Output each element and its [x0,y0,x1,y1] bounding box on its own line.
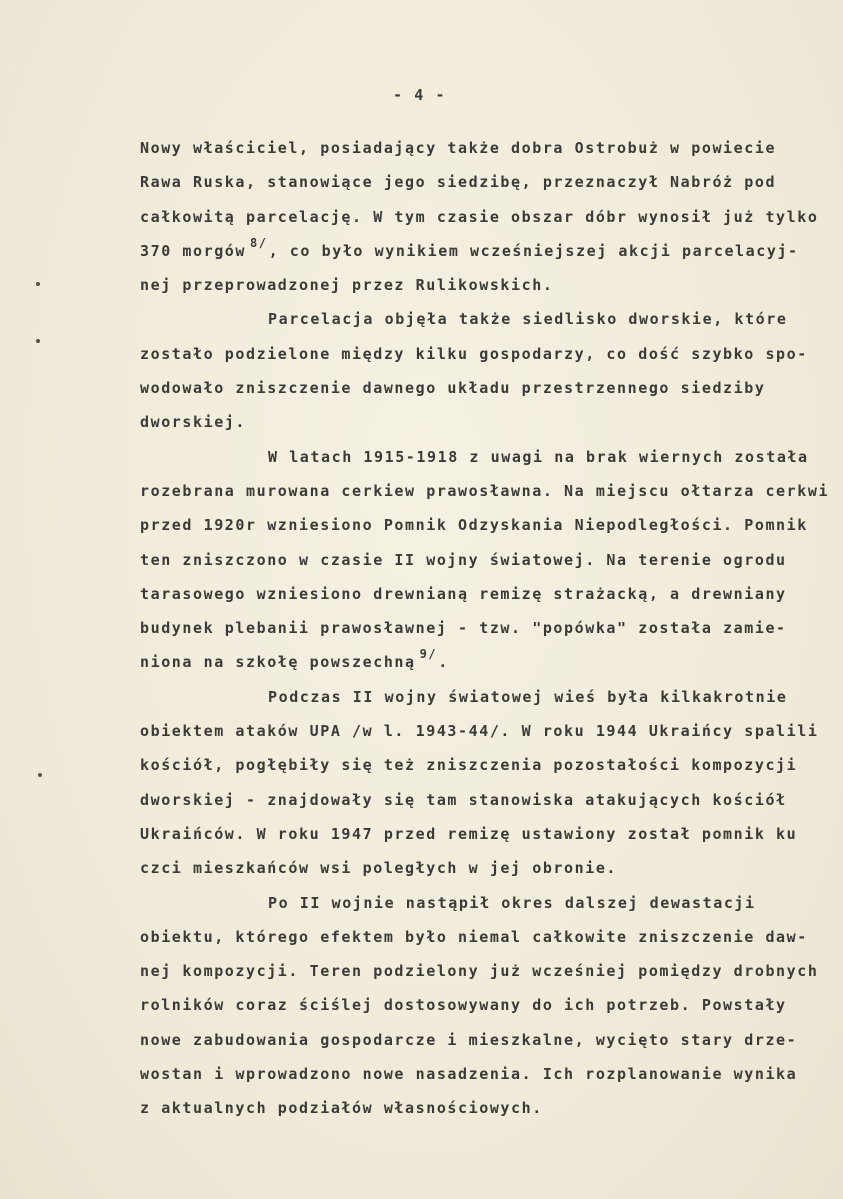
text-line [140,954,830,988]
text-line [140,405,830,439]
text-line [140,1057,830,1091]
text-line [140,508,830,542]
line-text: tarasowego wzniesiono drewnianą remizę strażacką, a drewniany [140,584,787,603]
text-line [140,817,830,851]
text-line [140,783,830,817]
line-text: W latach 1915-1918 z uwagi na brak wiernych została [268,447,809,466]
text-line [140,886,830,920]
text-line [140,302,830,336]
text-line [140,234,830,268]
line-text: Nowy właściciel, posiadający także dobra Ostrobuż w powiecie [140,139,777,157]
text-line [140,165,830,199]
line-text: Parcelacja objęła także siedlisko dworskie, które [268,310,788,329]
line-text: całkowitą parcelację. W tym czasie obszar dóbr wynosił już tylko [140,207,819,226]
line-text: budynek plebanii prawosławnej - tzw. "popówka" została zamie- [140,619,787,638]
line-text: Ukraińców. W roku 1947 przed remizę ustawiony został pomnik ku [140,824,798,843]
line-text: Rawa Ruska, stanowiące jego siedzibę, przeznaczył Nabróż pod [140,173,777,192]
footnote-reference: 9/ [419,647,438,662]
text-line [140,268,830,302]
line-text: przed 1920r wzniesiono Pomnik Odzyskania Niepodległości. Pomnik [140,516,808,535]
line-text: nej przeprowadzonej przez Rulikowskich. [140,276,554,295]
text-line [140,543,830,577]
line-text: dworskiej. [140,413,247,432]
line-text-continued: , co było wynikiem wcześniejszej akcji parcelacyj- [268,241,799,260]
line-text: dworskiej - znajdowały się tam stanowiska atakujących kościół [140,790,787,809]
line-text: z aktualnych podziałów własnościowych. [140,1099,543,1118]
text-line [140,748,830,782]
text-line [140,474,830,508]
text-line [140,645,830,679]
text-line [140,371,830,405]
line-text: obiektem ataków UPA /w l. 1943-44/. W roku 1944 Ukraińcy spalili [140,722,819,741]
text-line [140,577,830,611]
margin-speck [36,282,40,286]
text-line [140,851,830,885]
text-line [140,1023,830,1057]
line-text: niona na szkołę powszechną [140,653,416,672]
text-line [140,680,830,714]
line-text: nej kompozycji. Teren podzielony już wcześniej pomiędzy drobnych [140,962,819,981]
line-text: ten zniszczono w czasie II wojny światowej. Na terenie ogrodu [140,550,787,569]
text-line [140,200,830,234]
margin-speck [36,339,40,343]
text-line [140,1091,830,1125]
text-line [140,714,830,748]
line-text: rozebrana murowana cerkiew prawosławna. Na miejscu ołtarza cerkwi [140,481,830,500]
line-text: wodowało zniszczenie dawnego układu przestrzennego siedziby [140,379,766,398]
text-line [140,440,830,474]
line-text: obiektu, którego efektem było niemal całkowite zniszczenie daw- [140,927,808,946]
line-text: 370 morgów [140,241,247,260]
line-text: Podczas II wojny światowej wieś była kilkakrotnie [268,687,788,706]
footnote-reference: 8/ [250,235,268,250]
text-line [140,337,830,371]
line-text: zostało podzielone między kilku gospodarzy, co dość szybko spo- [140,344,808,363]
line-text: kościół, pogłębiły się też zniszczenia pozostałości kompozycji [140,756,798,775]
document-body [140,131,830,1126]
text-line [140,988,830,1022]
line-text: rolników coraz ściślej dostosowywany do ich potrzeb. Powstały [140,996,787,1015]
line-text-continued: . [438,653,449,672]
page-number: - 4 - [393,86,447,104]
text-line [140,131,830,165]
line-text: czci mieszkańców wsi poległych w jej obronie. [140,859,618,878]
text-line [140,611,830,645]
text-line [140,920,830,954]
margin-speck [38,773,42,777]
line-text: nowe zabudowania gospodarcze i mieszkalne, wycięto stary drze- [140,1030,798,1049]
line-text: wostan i wprowadzono nowe nasadzenia. Ich rozplanowanie wynika [140,1065,798,1084]
line-text: Po II wojnie nastąpił okres dalszej dewastacji [268,893,756,912]
